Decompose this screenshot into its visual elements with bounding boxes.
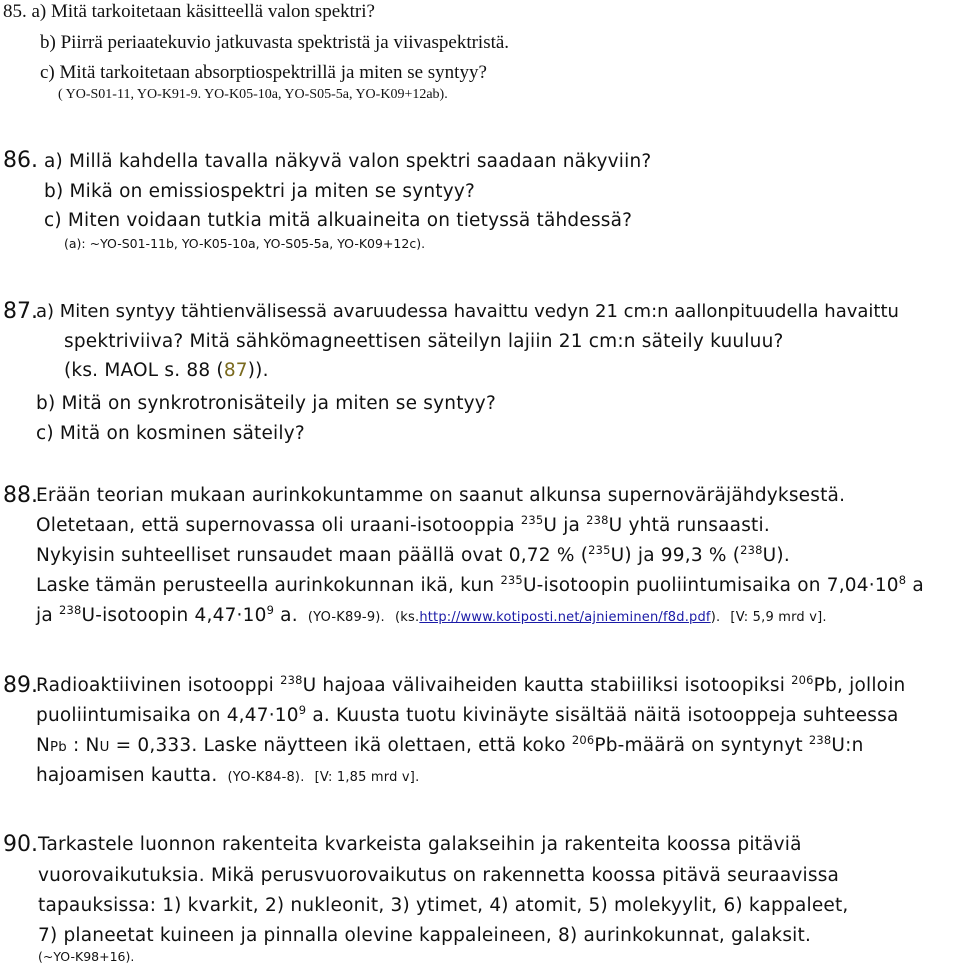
text: U ja bbox=[543, 515, 587, 536]
text: U:n bbox=[831, 735, 864, 756]
subscript: Pb bbox=[50, 740, 67, 755]
text: U hajoaa välivaiheiden kautta stabiiliksi isotoopiksi bbox=[302, 675, 792, 696]
text: a bbox=[906, 575, 924, 596]
problem-85-b: b) Piirrä periaatekuvio jatkuvasta spektristä ja viivaspektristä. bbox=[40, 32, 510, 53]
problem-87-a-line2: spektriviiva? Mitä sähkömagneettisen säteilyn lajiin 21 cm:n säteily kuuluu? bbox=[64, 331, 784, 352]
problem-87-b: b) Mitä on synkrotronisäteily ja miten se syntyy? bbox=[36, 393, 496, 414]
mass-number: 238 bbox=[808, 732, 832, 747]
text: ja bbox=[36, 605, 59, 626]
mass-number: 206 bbox=[791, 672, 814, 687]
problem-87-maol-page: 87 bbox=[223, 360, 248, 381]
problem-90-number: 90. bbox=[3, 832, 38, 857]
subscript: U bbox=[99, 740, 110, 755]
mass-number: 206 bbox=[571, 732, 595, 747]
problem-85-c: c) Mitä tarkoitetaan absorptiospektrillä ja miten se syntyy? bbox=[40, 62, 487, 83]
text: U) ja 99,3 % ( bbox=[610, 545, 741, 566]
problem-90-line2: vuorovaikutuksia. Mikä perusvuorovaikutus on rakennetta koossa pitävä seuraavissa bbox=[38, 865, 840, 886]
text: U-isotoopin 4,47·10 bbox=[81, 605, 267, 626]
problem-88-see: (ks. bbox=[395, 610, 420, 625]
mass-number: 235 bbox=[500, 572, 523, 587]
text: Nykyisin suhteelliset runsaudet maan päällä ovat 0,72 % ( bbox=[36, 545, 589, 566]
mass-number: 238 bbox=[280, 672, 303, 687]
problem-87-maol-close: )). bbox=[247, 360, 269, 381]
problem-87-maol-ref: (ks. MAOL s. 88 ( bbox=[64, 360, 224, 381]
problem-88-line3 bbox=[36, 542, 790, 566]
mass-number: 238 bbox=[740, 542, 763, 557]
problem-85-reference: ( YO-S01-11, YO-K91-9. YO-K05-10a, YO-S05-5a, YO-K09+12ab). bbox=[58, 87, 448, 102]
mass-number: 235 bbox=[520, 512, 544, 527]
problem-86-reference: (a): ~YO-S01-11b, YO-K05-10a, YO-S05-5a, YO-K09+12c). bbox=[64, 236, 426, 251]
mass-number: 235 bbox=[588, 542, 611, 557]
problem-88-line2 bbox=[36, 512, 770, 536]
problem-89-number: 89. bbox=[3, 673, 38, 698]
problem-89-line3 bbox=[36, 732, 864, 756]
problem-89-line1 bbox=[36, 672, 906, 696]
text: Radioaktiivinen isotooppi bbox=[36, 675, 281, 696]
text: = 0,333. Laske näytteen ikä olettaen, että koko bbox=[109, 735, 572, 756]
mass-number: 238 bbox=[586, 512, 609, 527]
problem-86-c: c) Miten voidaan tutkia mitä alkuaineita on tietyssä tähdessä? bbox=[44, 210, 633, 231]
problem-88-see-close: ). bbox=[710, 610, 721, 625]
text: a. Kuusta tuotu kivinäyte sisältää näitä isotooppeja suhteessa bbox=[306, 705, 899, 726]
text: : N bbox=[66, 735, 100, 756]
problem-87-a-line1: a) Miten syntyy tähtienvälisessä avaruudessa havaittu vedyn 21 cm:n aallonpituudella havaittu bbox=[36, 301, 899, 322]
problem-90-line3: tapauksissa: 1) kvarkit, 2) nukleonit, 3) ytimet, 4) atomit, 5) molekyylit, 6) kappaleet, bbox=[38, 895, 849, 916]
exponent: 9 bbox=[298, 702, 307, 717]
mass-number: 238 bbox=[58, 602, 82, 617]
problem-86-number: 86. bbox=[3, 148, 38, 173]
text: Laske tämän perusteella aurinkokunnan ikä, kun bbox=[36, 575, 501, 596]
text: hajoamisen kautta. bbox=[36, 765, 218, 786]
problem-90-line1: Tarkastele luonnon rakenteita kvarkeista galakseihin ja rakenteita koossa pitäviä bbox=[38, 834, 802, 855]
text: U-isotoopin puoliintumisaika on 7,04·10 bbox=[522, 575, 899, 596]
text: a. bbox=[274, 605, 298, 626]
text: U). bbox=[762, 545, 790, 566]
problem-90-line4: 7) planeetat kuineen ja pinnalla olevine kappaleineen, 8) aurinkokunnat, galaksit. bbox=[38, 925, 812, 946]
text: Oletetaan, että supernovassa oli uraani-isotooppia bbox=[36, 515, 521, 536]
problem-86-a: a) Millä kahdella tavalla näkyvä valon spektri saadaan näkyviin? bbox=[44, 151, 652, 172]
problem-85-a: 85. a) Mitä tarkoitetaan käsitteellä valon spektri? bbox=[3, 1, 375, 22]
problem-86-b: b) Mikä on emissiospektri ja miten se syntyy? bbox=[44, 181, 476, 202]
text: U yhtä runsaasti. bbox=[608, 515, 770, 536]
problem-89-line2 bbox=[36, 702, 899, 726]
problem-88-line1: Erään teorian mukaan aurinkokuntamme on saanut alkunsa supernoväräjähdyksestä. bbox=[36, 485, 846, 506]
text: Pb, jolloin bbox=[813, 675, 906, 696]
problem-88-link[interactable]: http://www.kotiposti.net/ajnieminen/f8d.pdf bbox=[419, 610, 711, 625]
problem-87-a-line3 bbox=[64, 362, 269, 381]
text: Pb-määrä on syntynyt bbox=[594, 735, 809, 756]
problem-87-c: c) Mitä on kosminen säteily? bbox=[36, 423, 305, 444]
problem-88-reference: (YO-K89-9). bbox=[307, 610, 385, 625]
problem-88-number: 88. bbox=[3, 483, 38, 508]
problem-90-reference: (~YO-K98+16). bbox=[38, 949, 135, 964]
problem-88-answer: [V: 5,9 mrd v]. bbox=[730, 610, 827, 625]
problem-89-answer: [V: 1,85 mrd v]. bbox=[314, 770, 420, 785]
problem-88-line5 bbox=[36, 602, 827, 626]
problem-87-number: 87. bbox=[3, 299, 38, 324]
exponent: 9 bbox=[266, 602, 275, 617]
text: puoliintumisaika on 4,47·10 bbox=[36, 705, 299, 726]
text: N bbox=[36, 735, 51, 756]
problem-89-line4 bbox=[36, 767, 419, 786]
problem-89-reference: (YO-K84-8). bbox=[227, 770, 305, 785]
exponent: 8 bbox=[898, 572, 907, 587]
problem-88-line4 bbox=[36, 572, 924, 596]
